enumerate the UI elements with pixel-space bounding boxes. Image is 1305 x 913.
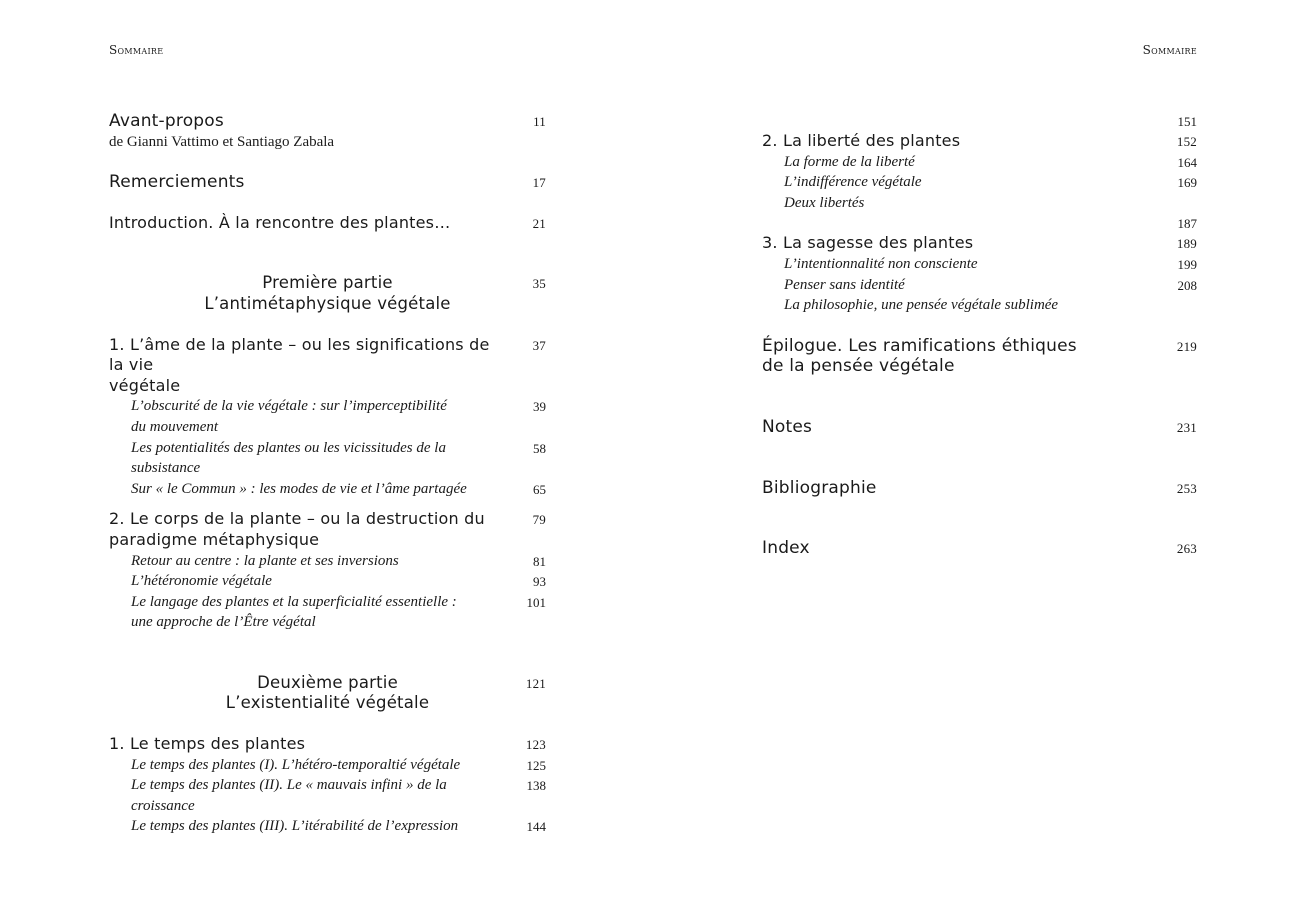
page-number: 37 (532, 337, 546, 353)
toc-section[interactable] (109, 592, 546, 633)
page-number: 65 (533, 481, 546, 497)
section-line1: Les potentialités des plantes ou les vicissitudes de la (131, 439, 446, 456)
toc-part-1[interactable] (109, 273, 546, 314)
section-line1: L’indifférence végétale (784, 174, 922, 191)
left-page (0, 0, 652, 913)
orphan-page-row (762, 213, 1197, 233)
page-number: 164 (1177, 154, 1197, 170)
page-number: 58 (533, 440, 546, 456)
page-number: 144 (526, 819, 546, 835)
toc-entry-index[interactable] (762, 538, 1197, 559)
page-number: 101 (526, 594, 546, 610)
toc-section[interactable] (762, 172, 1197, 193)
part-title: L’antimétaphysique végétale (204, 293, 451, 313)
byline: de Gianni Vattimo et Santiago Zabala (109, 133, 335, 150)
toc-section[interactable] (109, 438, 546, 479)
toc-part-2[interactable] (109, 673, 546, 714)
toc-section[interactable] (109, 755, 546, 776)
toc-section[interactable] (109, 816, 546, 837)
chapter-title-line2: paradigme métaphysique (109, 529, 320, 549)
entry-title: Avant-propos (109, 111, 224, 131)
section-line1: Retour au centre : la plante et ses inversions (131, 552, 399, 569)
chapter-title: 2. La liberté des plantes (762, 131, 961, 150)
chapter-title-line2: végétale (109, 375, 181, 395)
page-number: 263 (1176, 541, 1197, 557)
page-number: 11 (533, 114, 546, 129)
page-number: 151 (1177, 114, 1197, 129)
section-line1: L’hétéronomie végétale (131, 573, 272, 590)
toc-section[interactable] (109, 775, 546, 816)
page-number: 93 (533, 574, 546, 590)
page-number: 17 (532, 175, 546, 191)
section-line1: Sur « le Commun » : les modes de vie et l’âme partagée (131, 480, 467, 497)
section-line1: Le temps des plantes (III). L’itérabilité de l’expression (131, 818, 459, 835)
toc-chapter-2[interactable] (109, 509, 546, 550)
entry-title: Remerciements (109, 172, 245, 193)
page-number: 219 (1176, 338, 1197, 354)
section-line2: subsistance (131, 460, 201, 477)
entry-title: Index (762, 538, 810, 559)
entry-title: Introduction. À la rencontre des plantes… (109, 212, 451, 232)
section-line1: Le langage des plantes et la superficialité essentielle : (131, 593, 457, 610)
page-number: 125 (526, 757, 546, 773)
toc-entry-epilogue[interactable] (762, 336, 1197, 377)
page-number: 39 (533, 399, 546, 415)
page-number: 121 (525, 675, 546, 691)
section-line1: Penser sans identité (784, 276, 905, 293)
chapter-title: 1. Le temps des plantes (109, 734, 306, 754)
toc-section[interactable] (762, 193, 1197, 214)
toc-left (109, 111, 546, 837)
part-label: Deuxième partie (257, 672, 398, 692)
chapter-title-line1: 2. Le corps de la plante – ou la destruction du (109, 509, 485, 529)
part-label: Première partie (262, 273, 393, 293)
page-number: 253 (1176, 480, 1197, 496)
section-line1: Deux libertés (784, 194, 865, 211)
toc-section[interactable] (109, 479, 546, 500)
entry-title-line2: de la pensée végétale (762, 356, 955, 377)
part-title: L’existentialité végétale (225, 693, 430, 713)
toc-section[interactable] (762, 152, 1197, 173)
page-number: 199 (1177, 256, 1197, 272)
toc-right (762, 111, 1197, 559)
section-line1: L’obscurité de la vie végétale : sur l’imperceptibilité (131, 398, 447, 415)
running-head: Sommaire (1142, 43, 1197, 57)
page-number: 123 (525, 737, 546, 753)
section-line1: Le temps des plantes (II). Le « mauvais infini » de la (131, 777, 447, 794)
page-number: 21 (532, 215, 546, 231)
page-number: 138 (526, 778, 546, 794)
page-number: 187 (1177, 216, 1197, 232)
section-line1: Le temps des plantes (I). L’hétéro-temporaltié végétale (131, 756, 461, 773)
running-head: Sommaire (109, 43, 164, 57)
page-number: 152 (1176, 134, 1197, 149)
page-number: 208 (1177, 277, 1197, 293)
section-line2: une approche de l’Être végétal (131, 614, 316, 631)
right-page (652, 0, 1305, 913)
section-line1: La forme de la liberté (784, 153, 915, 170)
toc-section[interactable] (762, 254, 1197, 275)
toc-entry-notes[interactable] (762, 417, 1197, 438)
toc-section[interactable] (762, 275, 1197, 296)
entry-title-line1: Épilogue. Les ramifications éthiques (762, 335, 1077, 356)
entry-title: Bibliographie (762, 477, 877, 498)
page-number: 189 (1176, 236, 1197, 252)
chapter-title-line1: 1. L’âme de la plante – ou les significations de la vie (109, 334, 490, 375)
toc-entry-introduction[interactable] (109, 213, 546, 234)
page-number: 79 (532, 512, 546, 528)
toc-chapter-4[interactable] (762, 131, 1197, 152)
toc-entry-bibliographie[interactable] (762, 478, 1197, 499)
page-number: 35 (532, 276, 546, 292)
toc-chapter-3[interactable] (109, 734, 546, 755)
page-number: 231 (1176, 419, 1197, 435)
chapter-title: 3. La sagesse des plantes (762, 233, 974, 253)
toc-entry-remerciements[interactable] (109, 172, 546, 193)
section-line1: La philosophie, une pensée végétale sublimée (784, 297, 1059, 314)
section-line2: du mouvement (131, 418, 219, 435)
toc-section[interactable] (109, 396, 546, 437)
page-number: 169 (1177, 175, 1197, 191)
toc-chapter-1[interactable] (109, 335, 546, 397)
toc-section[interactable] (109, 551, 546, 572)
toc-chapter-5[interactable] (762, 233, 1197, 254)
toc-entry-avant-propos[interactable] (109, 111, 546, 132)
page-number: 81 (533, 553, 546, 569)
toc-section[interactable] (109, 571, 546, 592)
entry-title: Notes (762, 416, 813, 437)
toc-section[interactable] (762, 295, 1197, 316)
section-line2: croissance (131, 797, 195, 814)
section-line1: L’intentionnalité non consciente (784, 255, 978, 272)
orphan-page-row (762, 111, 1197, 131)
